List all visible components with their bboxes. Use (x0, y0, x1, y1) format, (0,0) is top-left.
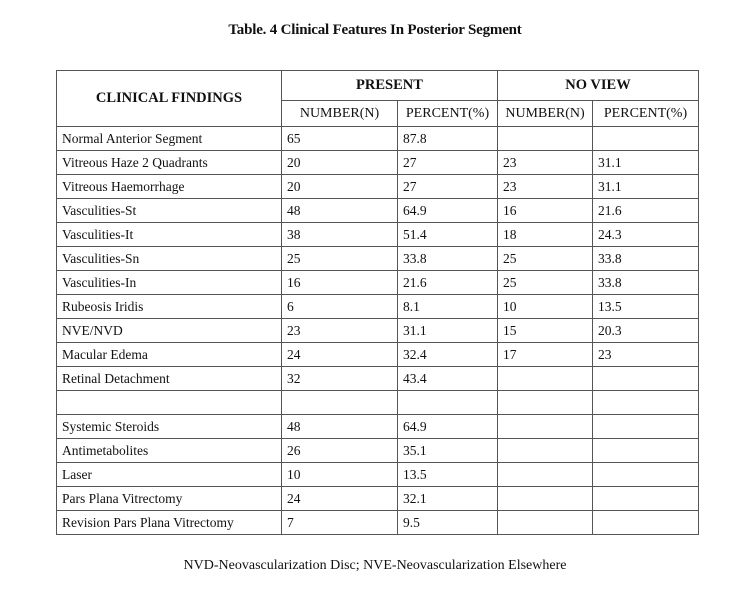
noview-number-cell: 15 (498, 319, 593, 343)
finding-cell: Vasculities-St (57, 199, 282, 223)
present-number-cell: 16 (282, 271, 398, 295)
present-number-cell: 48 (282, 415, 398, 439)
present-percent-cell: 13.5 (398, 463, 498, 487)
present-number-cell: 7 (282, 511, 398, 535)
present-number-cell: 32 (282, 367, 398, 391)
present-percent-cell: 87.8 (398, 127, 498, 151)
noview-percent-cell: 24.3 (593, 223, 699, 247)
finding-cell: Antimetabolites (57, 439, 282, 463)
present-percent-cell: 64.9 (398, 415, 498, 439)
present-number-cell: 65 (282, 127, 398, 151)
present-percent-cell: 8.1 (398, 295, 498, 319)
finding-cell: Rubeosis Iridis (57, 295, 282, 319)
noview-percent-cell: 20.3 (593, 319, 699, 343)
noview-number-cell (498, 439, 593, 463)
table-row (57, 199, 699, 223)
noview-number-cell (498, 487, 593, 511)
noview-number-cell: 17 (498, 343, 593, 367)
table-row (57, 319, 699, 343)
noview-number-cell (498, 391, 593, 415)
finding-cell: NVE/NVD (57, 319, 282, 343)
noview-percent-cell (593, 367, 699, 391)
present-percent-cell: 9.5 (398, 511, 498, 535)
present-percent-cell: 35.1 (398, 439, 498, 463)
finding-cell: Revision Pars Plana Vitrectomy (57, 511, 282, 535)
table-row (57, 439, 699, 463)
finding-cell: Pars Plana Vitrectomy (57, 487, 282, 511)
noview-number-cell: 16 (498, 199, 593, 223)
finding-cell: Laser (57, 463, 282, 487)
header-row-groups (57, 71, 699, 101)
table-row (57, 175, 699, 199)
table-row (57, 391, 699, 415)
present-number-cell: 38 (282, 223, 398, 247)
noview-percent-cell: 33.8 (593, 247, 699, 271)
table-row (57, 463, 699, 487)
footnote: NVD-Neovascularization Disc; NVE-Neovascularization Elsewhere (183, 558, 567, 573)
noview-percent-cell (593, 439, 699, 463)
table-row (57, 343, 699, 367)
present-number-cell: 10 (282, 463, 398, 487)
finding-cell: Vasculities-It (57, 223, 282, 247)
noview-percent-cell (593, 415, 699, 439)
present-number-cell: 48 (282, 199, 398, 223)
present-percent-cell: 33.8 (398, 247, 498, 271)
present-number-cell (282, 391, 398, 415)
noview-number-cell: 23 (498, 175, 593, 199)
header-present: PRESENT (282, 71, 498, 101)
noview-number-cell (498, 127, 593, 151)
present-percent-cell: 31.1 (398, 319, 498, 343)
table-row (57, 223, 699, 247)
noview-number-cell: 25 (498, 247, 593, 271)
noview-percent-cell (593, 463, 699, 487)
present-percent-cell: 27 (398, 151, 498, 175)
present-number-cell: 24 (282, 343, 398, 367)
table-title: Table. 4 Clinical Features In Posterior Segment (228, 22, 522, 38)
noview-number-cell: 10 (498, 295, 593, 319)
present-percent-cell: 32.1 (398, 487, 498, 511)
present-percent-cell: 27 (398, 175, 498, 199)
present-percent-cell (398, 391, 498, 415)
header-noview-number: NUMBER(N) (498, 101, 593, 127)
noview-percent-cell (593, 487, 699, 511)
table-row (57, 511, 699, 535)
noview-percent-cell (593, 391, 699, 415)
present-number-cell: 26 (282, 439, 398, 463)
finding-cell: Vitreous Haze 2 Quadrants (57, 151, 282, 175)
present-number-cell: 24 (282, 487, 398, 511)
table-row (57, 127, 699, 151)
table-row (57, 271, 699, 295)
present-number-cell: 20 (282, 151, 398, 175)
table-body (57, 127, 699, 535)
table-row (57, 487, 699, 511)
noview-number-cell (498, 463, 593, 487)
present-percent-cell: 32.4 (398, 343, 498, 367)
finding-cell: Vasculities-Sn (57, 247, 282, 271)
finding-cell: Macular Edema (57, 343, 282, 367)
table-row (57, 295, 699, 319)
noview-percent-cell (593, 127, 699, 151)
noview-percent-cell: 13.5 (593, 295, 699, 319)
table-row (57, 151, 699, 175)
finding-cell: Systemic Steroids (57, 415, 282, 439)
present-percent-cell: 64.9 (398, 199, 498, 223)
present-percent-cell: 21.6 (398, 271, 498, 295)
noview-number-cell (498, 367, 593, 391)
header-clinical-findings: CLINICAL FINDINGS (57, 71, 282, 127)
noview-percent-cell: 31.1 (593, 175, 699, 199)
present-number-cell: 20 (282, 175, 398, 199)
finding-cell (57, 391, 282, 415)
present-number-cell: 23 (282, 319, 398, 343)
finding-cell: Retinal Detachment (57, 367, 282, 391)
clinical-features-table (56, 70, 699, 535)
finding-cell: Normal Anterior Segment (57, 127, 282, 151)
noview-percent-cell: 33.8 (593, 271, 699, 295)
noview-percent-cell: 21.6 (593, 199, 699, 223)
table-row (57, 415, 699, 439)
present-number-cell: 6 (282, 295, 398, 319)
present-percent-cell: 43.4 (398, 367, 498, 391)
present-number-cell: 25 (282, 247, 398, 271)
noview-number-cell: 25 (498, 271, 593, 295)
header-present-percent: PERCENT(%) (398, 101, 498, 127)
noview-percent-cell: 31.1 (593, 151, 699, 175)
table-row (57, 367, 699, 391)
header-no-view: NO VIEW (498, 71, 699, 101)
noview-number-cell (498, 511, 593, 535)
noview-number-cell: 18 (498, 223, 593, 247)
noview-number-cell (498, 415, 593, 439)
table-row (57, 247, 699, 271)
present-percent-cell: 51.4 (398, 223, 498, 247)
noview-percent-cell (593, 511, 699, 535)
finding-cell: Vitreous Haemorrhage (57, 175, 282, 199)
header-present-number: NUMBER(N) (282, 101, 398, 127)
noview-number-cell: 23 (498, 151, 593, 175)
noview-percent-cell: 23 (593, 343, 699, 367)
finding-cell: Vasculities-In (57, 271, 282, 295)
header-noview-percent: PERCENT(%) (593, 101, 699, 127)
